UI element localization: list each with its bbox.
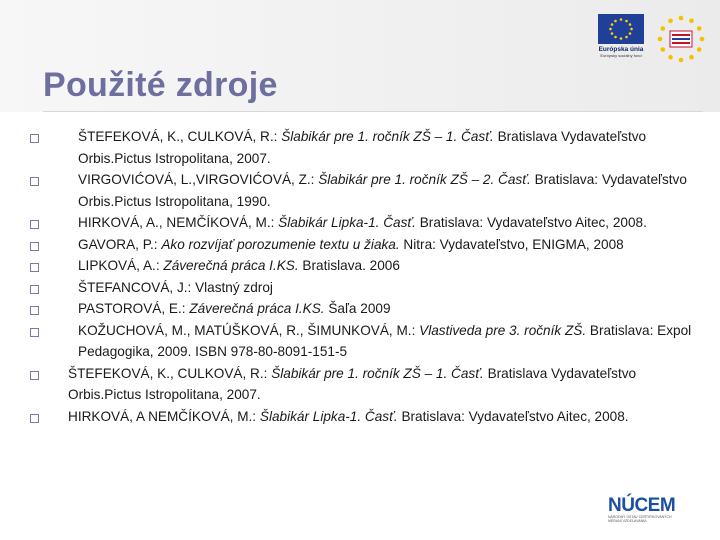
reference-publisher: Šaľa 2009	[324, 301, 391, 316]
list-item	[30, 234, 700, 256]
reference-publisher: Bratislava: Vydavateľstvo Aitec, 2008.	[415, 215, 647, 230]
reference-publisher: Bratislava. 2006	[298, 258, 400, 273]
list-item	[30, 212, 700, 234]
logo-group	[598, 14, 708, 64]
list-item	[30, 169, 700, 212]
square-bullet-icon	[30, 177, 39, 186]
reference-publisher: Bratislava Vydavateľstvo Orbis.Pictus Istropolitana, 2007.	[68, 365, 637, 402]
reference-authors: ŠTEFEKOVÁ, K., CULKOVÁ, R.:	[68, 365, 272, 381]
square-bullet-icon	[30, 285, 39, 294]
reference-publisher: Bratislava: Vydavateľstvo Aitec, 2008.	[397, 408, 629, 424]
reference-authors: KOŽUCHOVÁ, M., MATÚŠKOVÁ, R., ŠIMUNKOVÁ, M.:	[78, 322, 420, 338]
reference-publisher: Bratislava Vydavateľstvo Orbis.Pictus Istropolitana, 2007.	[78, 129, 647, 166]
eu-sub-label: Európsky sociálny fond	[600, 53, 642, 58]
reference-authors: ŠTEFEKOVÁ, K., CULKOVÁ, R.:	[78, 129, 282, 144]
square-bullet-icon	[30, 414, 39, 423]
reference-title: Záverečná práca I.KS.	[189, 301, 325, 316]
reference-authors: ŠTEFANCOVÁ, J.: Vlastný zdroj	[78, 279, 273, 295]
eu-label: Európska únia	[598, 46, 644, 53]
reference-title: Šlabikár pre 1. ročník ZŠ – 1. Časť.	[271, 365, 484, 381]
esf-logo-icon	[656, 14, 706, 64]
reference-title: Šlabikár pre 1. ročník ZŠ – 2. Časť.	[318, 172, 531, 187]
eu-flag-icon	[598, 14, 644, 44]
reference-title: Šlabikár pre 1. ročník ZŠ – 1. Časť.	[281, 129, 494, 144]
reference-authors: HIRKOVÁ, A., NEMČÍKOVÁ, M.:	[78, 215, 279, 230]
list-item	[30, 277, 700, 299]
reference-publisher: Bratislava: Expol Pedagogika, 2009. ISBN 978-80-8091-151-5	[78, 322, 692, 359]
reference-authors: GAVORA, P.:	[78, 236, 162, 252]
nucem-logo	[608, 496, 684, 524]
reference-authors: HIRKOVÁ, A NEMČÍKOVÁ, M.:	[68, 408, 260, 424]
eu-logo	[598, 14, 648, 58]
reference-publisher: Bratislava: Vydavateľstvo Orbis.Pictus Istropolitana, 1990.	[78, 172, 687, 209]
reference-authors: LIPKOVÁ, A.:	[78, 258, 164, 273]
reference-title: Ako rozvíjať porozumenie textu u žiaka.	[161, 236, 400, 252]
reference-authors: VIRGOVIĆOVÁ, L.,VIRGOVIĆOVÁ, Z.:	[78, 172, 319, 187]
reference-title: Šlabikár Lipka-1. Časť.	[278, 215, 416, 230]
title-divider	[43, 111, 703, 112]
reference-authors: PASTOROVÁ, E.:	[78, 301, 190, 316]
reference-title: Šlabikár Lipka-1. Časť.	[259, 408, 398, 424]
page-title: Použité zdroje	[43, 66, 278, 104]
list-item	[30, 298, 700, 320]
list-item	[30, 126, 700, 169]
list-item	[30, 320, 700, 363]
square-bullet-icon	[30, 328, 39, 337]
square-bullet-icon	[30, 306, 39, 315]
square-bullet-icon	[30, 134, 39, 143]
list-item	[30, 363, 700, 406]
list-item	[30, 406, 700, 428]
square-bullet-icon	[30, 263, 39, 272]
reference-title: Vlastiveda pre 3. ročník ZŠ.	[419, 322, 587, 338]
reference-publisher: Nitra: Vydavateľstvo, ENIGMA, 2008	[399, 236, 624, 252]
square-bullet-icon	[30, 371, 39, 380]
nucem-label: NÚCEM	[608, 495, 676, 516]
list-item	[30, 255, 700, 277]
square-bullet-icon	[30, 242, 39, 251]
square-bullet-icon	[30, 220, 39, 229]
reference-list	[30, 126, 700, 427]
reference-title: Záverečná práca I.KS.	[163, 258, 299, 273]
nucem-sub-label: NÁRODNÝ ÚSTAV CERTIFIKOVANÝCH MERANÍ VZDELÁVANIA	[608, 515, 672, 523]
